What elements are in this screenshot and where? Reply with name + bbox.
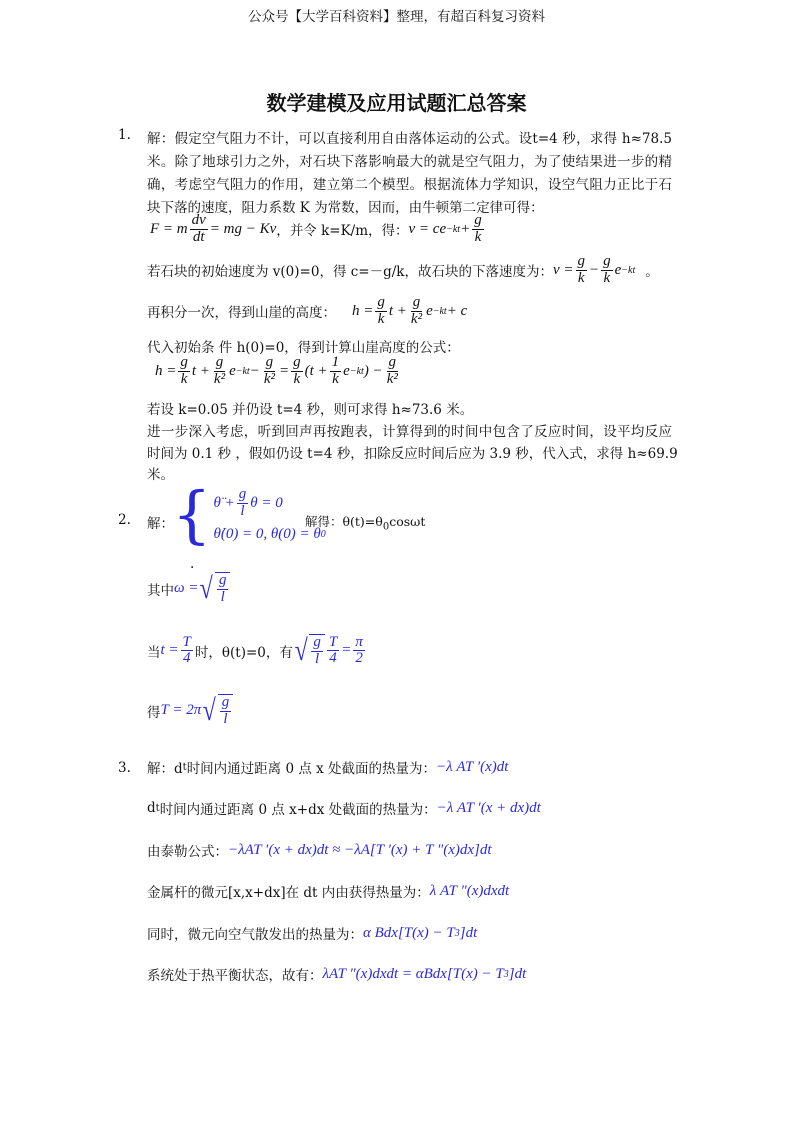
numerator: g [313, 634, 321, 650]
text: 若石块的初始速度为 v(0)=0，得 c=－g/k，故石块的下落速度为： [147, 264, 553, 281]
text: 金属杆的微元[x,x+dx]在 dt 内由获得热量为： [147, 885, 430, 901]
text: . [190, 556, 195, 572]
paragraph-line: 米。 [147, 467, 174, 483]
subscript: t [182, 761, 187, 773]
denominator: k [577, 269, 585, 286]
radicand [309, 634, 325, 668]
formula [228, 842, 492, 859]
math-term: (t + [304, 362, 328, 379]
math-term: + [460, 220, 471, 237]
denominator: 2 [355, 650, 363, 667]
text: 。 [645, 264, 659, 281]
subscript: 0 [382, 521, 390, 533]
text: 时，θ(t)=0，有 [194, 644, 293, 661]
paragraph-line: 确，考虑空气阻力的作用，建立第二个模型。根据流体力学知识，设空气阻力正比于石 [147, 177, 672, 193]
fraction [220, 695, 232, 728]
denominator: l [315, 650, 320, 667]
fraction [217, 573, 229, 606]
math-term: ω = [174, 580, 199, 597]
math-term: = [341, 642, 352, 659]
radicand [215, 572, 231, 606]
denominator: k [332, 370, 339, 387]
denominator: k [180, 370, 188, 387]
numerator: g [265, 354, 274, 370]
math-term: ) − [363, 362, 383, 379]
subscript: t [155, 802, 160, 814]
numerator: g [238, 486, 247, 503]
page-header: 公众号【大学百科资料】整理，有超百科复习资料 [248, 9, 545, 25]
text: 解：d [147, 761, 183, 777]
math-term: v = ce [408, 220, 447, 237]
math-term: α Bdx[T(x) − T [363, 924, 455, 941]
math-term: = mg − Kv [209, 220, 277, 237]
formula [436, 759, 508, 776]
numerator: g [293, 354, 301, 370]
brace-icon: { [172, 478, 212, 551]
question-number: 2. [118, 512, 131, 528]
text: 其中 [147, 582, 174, 599]
numerator: dv [191, 212, 206, 228]
square-root [293, 634, 325, 668]
numerator: g [221, 694, 230, 710]
text: 当 [147, 644, 161, 661]
denominator: k² [410, 310, 423, 327]
fraction [330, 355, 342, 388]
fraction [601, 254, 613, 287]
denominator: dt [192, 228, 205, 245]
text: 同时，微元向空气散发出的热量为： [147, 927, 363, 943]
fraction [576, 254, 588, 287]
fraction [212, 355, 227, 388]
formula [174, 572, 230, 606]
subscript: 3 [503, 968, 509, 980]
superscript: −kt [349, 365, 364, 377]
superscript: −kt [432, 305, 447, 317]
denominator: k² [213, 370, 226, 387]
denominator: k² [263, 370, 275, 387]
numerator: g [180, 354, 188, 370]
math-term: − [249, 362, 260, 379]
square-root [201, 694, 233, 728]
subscript: 3 [454, 927, 460, 939]
text: 由泰勒公式： [147, 844, 228, 860]
question-number: 1. [118, 127, 131, 143]
math-term: h = [352, 302, 374, 319]
denominator: k [377, 310, 385, 327]
formula [409, 213, 486, 246]
math-term: −λ AT ′(x)dt [436, 758, 509, 775]
superscript: −kt [446, 223, 461, 235]
math-term: F = m [150, 220, 188, 237]
fraction [178, 355, 190, 388]
formula [553, 254, 635, 287]
page-title: 数学建模及应用试题汇总答案 [266, 91, 527, 115]
superscript: −kt [235, 365, 250, 377]
math-term: e [614, 261, 622, 278]
text: cosωt [389, 514, 426, 529]
formula [437, 800, 541, 817]
paragraph-line: 进一步深入考虑，听到回声再按跑表，计算得到的时间中包含了反应时间，设平均反应 [147, 424, 672, 440]
radical-icon: √ [294, 633, 308, 667]
numerator: T [328, 633, 338, 650]
math-term: + c [446, 302, 468, 319]
math-term: e [343, 362, 350, 379]
formula [293, 634, 367, 668]
math-term: θ̈ + [213, 495, 235, 511]
fraction [409, 295, 424, 328]
math-term: t + [388, 302, 407, 319]
text: ，并令 k=K/m，得： [276, 223, 409, 240]
text: 时间内通过距离 0 点 x 处截面的热量为： [186, 761, 437, 777]
math-term: v = [552, 261, 574, 278]
denominator: l [240, 503, 245, 519]
fraction [385, 355, 400, 388]
fraction [181, 635, 193, 668]
math-term: −λ AT ′(x + dx)dt [436, 799, 541, 816]
denominator: k [603, 269, 611, 286]
paragraph-line: 时间为 0.1 秒 ，假如仍设 t=4 秒，扣除反应时间后应为 3.9 秒，代入式，求得 h≈69.9 [147, 446, 678, 462]
math-term: t + [191, 362, 210, 379]
math-term: e [426, 302, 433, 319]
paragraph-line: 解：假定空气阻力不计，可以直接利用自由落体运动的公式。设t=4 秒，求得 h≈78.5 [147, 131, 672, 147]
text: d [147, 800, 156, 816]
square-root [198, 572, 230, 606]
formula [161, 694, 234, 728]
solution-text [305, 512, 425, 533]
denominator: k [293, 370, 301, 387]
denominator: k² [386, 370, 398, 387]
math-term: t = [160, 642, 179, 659]
text: 若设 k=0.05 并仍设 t=4 秒，则可求得 h≈73.6 米。 [147, 402, 474, 418]
formula [161, 635, 195, 668]
fraction [190, 213, 208, 246]
formula [363, 925, 477, 942]
numerator: T [182, 633, 191, 650]
radical-icon: √ [200, 571, 214, 605]
numerator: g [577, 253, 586, 269]
text: 再积分一次，得到山崖的高度： [147, 305, 336, 322]
text: 得 [147, 704, 161, 721]
formula [150, 213, 276, 246]
math-term: λ AT ″(x)dxdt [429, 882, 510, 899]
math-term: θ̇(0) = 0, θ(0) = θ [213, 525, 321, 542]
math-term: ]dt [459, 924, 478, 941]
numerator: g [218, 572, 227, 588]
math-term: −λAT ′(x + dx)dt ≈ −λA[T ′(x) + T ″(x)dx]dt [228, 841, 492, 858]
math-term: ]dt [508, 965, 527, 982]
math-term: θ = 0 [250, 495, 283, 511]
formula [352, 295, 467, 328]
denominator: l [223, 710, 228, 727]
numerator: 1 [331, 354, 340, 370]
text: 解得：θ(t)=θ [305, 514, 383, 529]
numerator: g [377, 294, 385, 310]
math-term: − [589, 261, 600, 278]
paragraph-line: 米。除了地球引力之外，对石块下落影响最大的就是空气阻力，为了使结果进一步的精 [147, 154, 672, 170]
radicand [218, 694, 234, 728]
question-number: 3. [118, 760, 131, 776]
math-term: e [229, 362, 236, 379]
fraction [291, 355, 303, 388]
numerator: π [355, 633, 363, 650]
text: 系统处于热平衡状态，故有： [147, 968, 323, 984]
math-term: T = 2π [160, 702, 202, 719]
fraction [311, 635, 323, 668]
formula [155, 355, 402, 388]
denominator: 4 [329, 650, 337, 667]
fraction [237, 487, 249, 520]
paragraph-line: 块下落的速度，阻力系数 K 为常数，因而，由牛顿第二定律可得： [147, 200, 544, 216]
radical-icon: √ [202, 693, 217, 727]
formula [323, 966, 527, 983]
fraction [353, 635, 365, 668]
denominator: 4 [182, 650, 191, 667]
denominator: l [220, 588, 225, 605]
math-term: = [279, 362, 290, 379]
fraction [375, 295, 387, 328]
math-term: λAT ″(x)dxdt = αBdx[T(x) − T [322, 965, 504, 982]
text: 代入初始条 件 h(0)=0，得到计算山崖高度的公式： [147, 340, 460, 356]
fraction [472, 213, 484, 246]
numerator: g [388, 354, 397, 370]
fraction [262, 355, 277, 388]
denominator: k [474, 228, 482, 245]
numerator: g [603, 253, 611, 269]
text: 时间内通过距离 0 点 x+dx 处截面的热量为： [159, 802, 437, 818]
numerator: g [412, 294, 421, 310]
formula [430, 883, 509, 900]
fraction [327, 635, 339, 668]
text: 解： [147, 516, 174, 532]
numerator: g [474, 212, 482, 228]
numerator: g [215, 354, 224, 370]
math-term: h = [155, 362, 177, 379]
subscript: 0 [320, 528, 326, 540]
superscript: −kt [621, 264, 636, 276]
